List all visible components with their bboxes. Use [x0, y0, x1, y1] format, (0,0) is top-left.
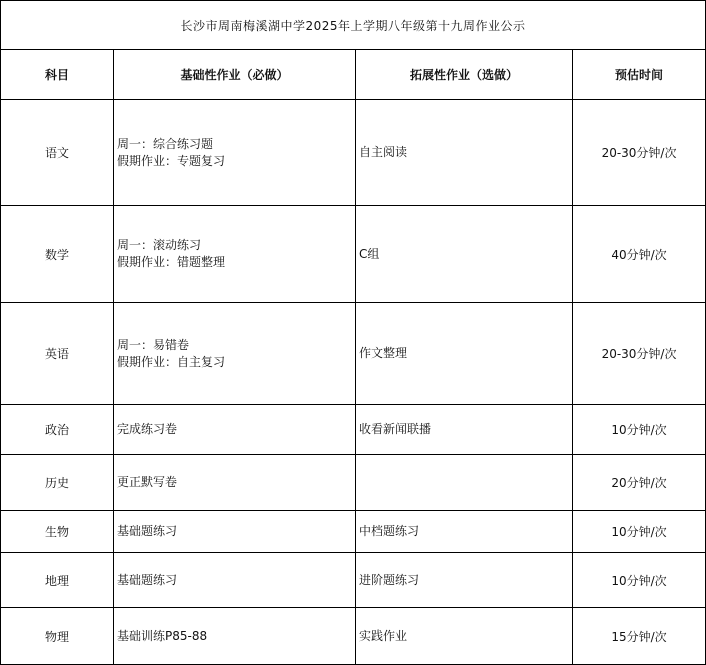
- optional-cell: 作文整理: [356, 303, 573, 405]
- optional-cell: 自主阅读: [356, 100, 573, 206]
- header-row: [1, 50, 706, 100]
- subject-cell: 物理: [1, 608, 114, 665]
- table-row: [1, 206, 706, 303]
- time-cell: 10分钟/次: [573, 553, 706, 608]
- subject-cell: 政治: [1, 405, 114, 455]
- subject-cell: 英语: [1, 303, 114, 405]
- time-cell: 15分钟/次: [573, 608, 706, 665]
- required-line: 基础题练习: [117, 524, 178, 538]
- time-cell: 10分钟/次: [573, 511, 706, 553]
- time-cell: 20-30分钟/次: [573, 100, 706, 206]
- subject-cell: 生物: [1, 511, 114, 553]
- subject-cell: 历史: [1, 455, 114, 511]
- required-line: 更正默写卷: [117, 475, 178, 489]
- optional-cell: [356, 455, 573, 511]
- required-line: 周一：综合练习题: [117, 136, 214, 151]
- header-required: 基础性作业（必做）: [114, 50, 356, 100]
- table-row: [1, 553, 706, 608]
- required-cell: [114, 303, 356, 405]
- required-line: 假期作业：自主复习: [117, 354, 226, 369]
- required-line: 基础题练习: [117, 572, 178, 587]
- required-cell: [114, 206, 356, 303]
- subject-cell: 语文: [1, 100, 114, 206]
- time-cell: 10分钟/次: [573, 405, 706, 455]
- required-line: 假期作业：错题整理: [117, 255, 226, 269]
- header-time: 预估时间: [573, 50, 706, 100]
- required-cell: [114, 405, 356, 455]
- table-row: [1, 608, 706, 665]
- required-cell: [114, 511, 356, 553]
- required-cell: [114, 455, 356, 511]
- optional-cell: 中档题练习: [356, 511, 573, 553]
- table-row: [1, 511, 706, 553]
- page-title: 长沙市周南梅溪湖中学2025年上学期八年级第十九周作业公示: [1, 1, 706, 50]
- optional-cell: 实践作业: [356, 608, 573, 665]
- table-row: [1, 405, 706, 455]
- subject-cell: 数学: [1, 206, 114, 303]
- optional-cell: 进阶题练习: [356, 553, 573, 608]
- required-line: 基础训练P85-88: [117, 628, 208, 643]
- required-cell: [114, 553, 356, 608]
- title-row: [1, 1, 706, 50]
- required-line: 完成练习卷: [117, 422, 178, 436]
- optional-cell: C组: [356, 206, 573, 303]
- time-cell: 20分钟/次: [573, 455, 706, 511]
- table-row: [1, 100, 706, 206]
- required-line: 假期作业：专题复习: [117, 153, 226, 168]
- table-row: [1, 455, 706, 511]
- table-row: [1, 303, 706, 405]
- header-subject: 科目: [1, 50, 114, 100]
- required-line: 周一：滚动练习: [117, 238, 202, 252]
- time-cell: 20-30分钟/次: [573, 303, 706, 405]
- required-line: 周一：易错卷: [117, 337, 190, 352]
- subject-cell: 地理: [1, 553, 114, 608]
- header-optional: 拓展性作业（选做）: [356, 50, 573, 100]
- required-cell: [114, 100, 356, 206]
- required-cell: [114, 608, 356, 665]
- optional-cell: 收看新闻联播: [356, 405, 573, 455]
- time-cell: 40分钟/次: [573, 206, 706, 303]
